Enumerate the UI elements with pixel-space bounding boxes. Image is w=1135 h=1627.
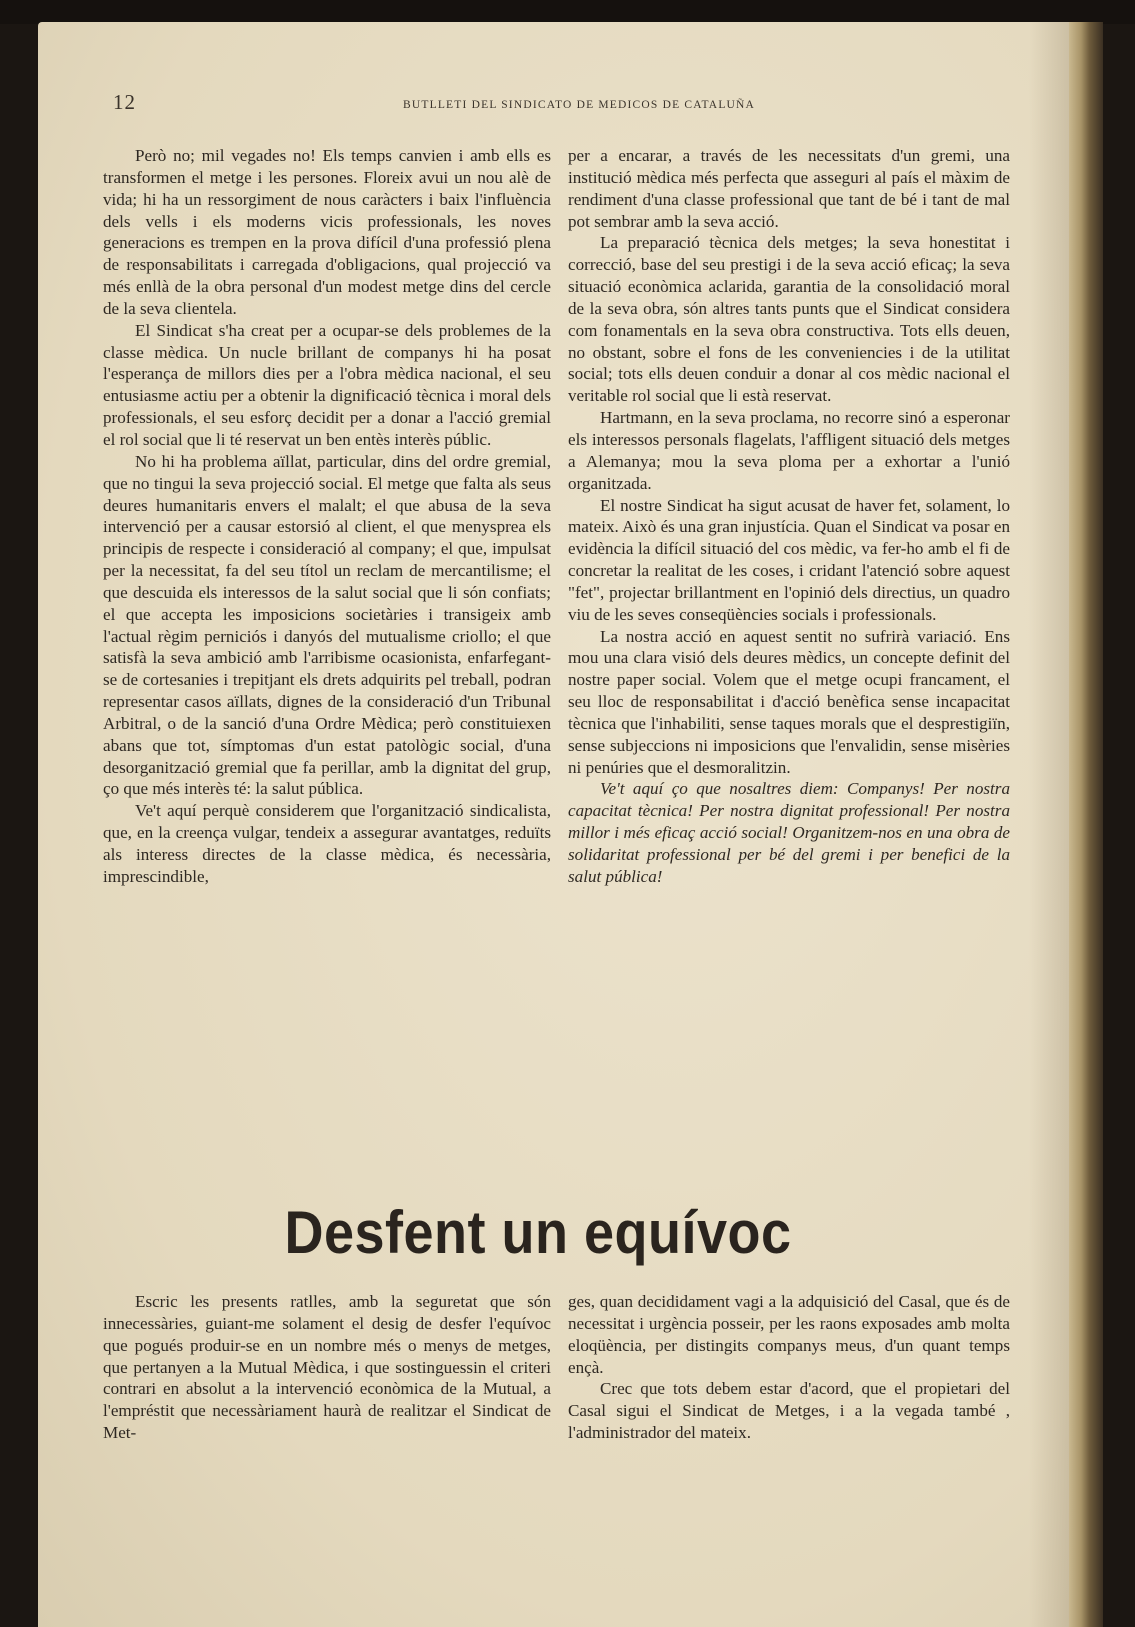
article-heading: Desfent un equívoc	[284, 1199, 792, 1267]
book-spine	[1069, 22, 1103, 1627]
paragraph: Però no; mil vegades no! Els temps canvien i amb ells es transformen el metge i les persones. Floreix avui un nou alè de vida; hi ha un ressorgiment de nous caràcters i baix l'influència dels vells i els moderns vicis professionals, les noves generacions es trempen en la prova difícil d'una professió plena de responsabilitats i carregada d'obligacions, qual projecció va més enllà de la obra personal d'un modest metge dins del cercle de la seva clientela.	[103, 146, 551, 318]
paragraph: No hi ha problema aïllat, particular, dins del ordre gremial, que no tingui la seva projecció social. El metge que falta als seus deures humanitaris envers el malalt; el que abusa de la seva intervenció per a causar estorsió al client, el que menysprea els principis de respecte i consideració al company; el que, impulsat per la necessitat, fa del seu títol un reclam de mercantilisme; el que descuida els interessos de la salut social que li són confiats; el que accepta les imposicions societàries i transigeix amb l'actual règim perniciós i danyós del mutualisme criollo; el que satisfà la seva ambició amb l'arribisme ocasionista, enfarfegant-se de cortesanies i trepitjant els drets adquirits pel treball, podran representar casos aïllats, dignes de la consideració d'un Tribunal Arbitral, o de la sanció d'una Ordre Mèdica; però constituiexen abans que tot, símptomas d'un estat patològic social, d'una desorganització gremial que fa perillar, amb la dignitat del grup, ço que més interès té: la salut pública.	[103, 451, 551, 799]
scanned-page	[38, 22, 1103, 1627]
article1-column-right	[568, 145, 1010, 888]
page-number: 12	[113, 90, 136, 114]
paragraph: ges, quan decididament vagi a la adquisició del Casal, que és de necessitat i urgència posseir, per les raons exposades amb molta eloqüència, per distingits companys meus, d'un quant temps ençà.	[568, 1292, 1010, 1377]
paragraph: Ve't aquí perquè considerem que l'organització sindicalista, que, en la creença vulgar, tendeix a assegurar avantatges, reduïts als interess directes de la classe mèdica, és necessària, imprescindible,	[103, 801, 551, 886]
paragraph: La nostra acció en aquest sentit no sufrirà variació. Ens mou una clara visió dels deures mèdics, un concepte definit del nostre paper social. Volem que el metge ocupi francament, el seu lloc de responsabilitat i d'acció benèfica sense incapacitat tècnica que l'inhabiliti, sense taques morals que el desprestigiïn, sense subjeccions ni imposicions que l'envalidin, sense misèries ni penúries que el desmoralitzin.	[568, 626, 1010, 777]
journal-title: BUTLLETI DEL SINDICATO DE MEDICOS DE CATALUÑA	[403, 99, 756, 111]
page-gutter-shadow	[1029, 22, 1069, 1627]
article2-column-left	[103, 1291, 551, 1444]
paragraph: Hartmann, en la seva proclama, no recorre sinó a esperonar els interessos personals flagelats, l'affligent situació dels metges a Alemanya; mou la seva ploma per a exhortar a l'unió organitzada.	[568, 408, 1010, 493]
paragraph: Escric les presents ratlles, amb la seguretat que són innecessàries, guiant-me solament el desig de desfer l'equívoc que pogués produir-se en un nombre més o menys de metges, que pertanyen a la Mutual Mèdica, i que sostinguessin el criteri contrari en absolut a la intervenció econòmica de la Mutual, a l'empréstit que necessàriament haurà de realitzar el Sindicat de Met-	[103, 1292, 551, 1443]
scan-border	[0, 0, 1135, 24]
paragraph: El Sindicat s'ha creat per a ocupar-se dels problemes de la classe mèdica. Un nucle brillant de companys hi ha posat l'esperança de millors dies per a l'obra mèdica nacional, el seu entusiasme actiu per a obtenir la dignificació tècnica i moral dels professionals, el seu esforç decidit per a donar a l'acció gremial el rol social que li té reservat un ben entès interès públic.	[103, 320, 551, 449]
article1-column-left	[103, 145, 551, 888]
paragraph: La preparació tècnica dels metges; la seva honestitat i correcció, base del seu prestigi i de la seva acció eficaç; la seva situació econòmica aclarida, garantia de la consolidació moral de la seva obra, són altres tants punts que el Sindicat considera com fonamentals en la seva obra constructiva. Tots ells deuen, no obstant, sobre el fons de les conveniencies i de la utilitat social; tots ells deuen conduir a donar al cos mèdic nacional el veritable rol social que li està reservat.	[568, 233, 1010, 406]
paragraph: per a encarar, a través de les necessitats d'un gremi, una institució mèdica més perfecta que asseguri al país el màxim de rendiment d'una classe professional que tant de bé i tant de mal pot sembrar amb la seva acció.	[568, 146, 1010, 231]
closing-exhortation: Ve't aquí ço que nosaltres diem: Companys! Per nostra capacitat tècnica! Per nostra dignitat professional! Per nostra millor i més eficaç acció social! Organitzem-nos en una obra de solidaritat professional per bé del gremi i per benefici de la salut pública!	[568, 779, 1010, 886]
running-header	[113, 90, 1013, 120]
article2-column-right	[568, 1291, 1010, 1444]
paragraph: Crec que tots debem estar d'acord, que el propietari del Casal sigui el Sindicat de Metges, i a la vegada també , l'administrador del mateix.	[568, 1379, 1010, 1443]
paragraph: El nostre Sindicat ha sigut acusat de haver fet, solament, lo mateix. Això és una gran injustícia. Quan el Sindicat va posar en evidència la difícil situació del cos mèdic, va fer-ho amb el fi de concretar la realitat de les coses, i cridant l'atenció sobre aquest "fet", projectar brillantment en l'opinió dels directius, un quadro viu de les seves conseqüències socials i professionals.	[568, 495, 1010, 624]
